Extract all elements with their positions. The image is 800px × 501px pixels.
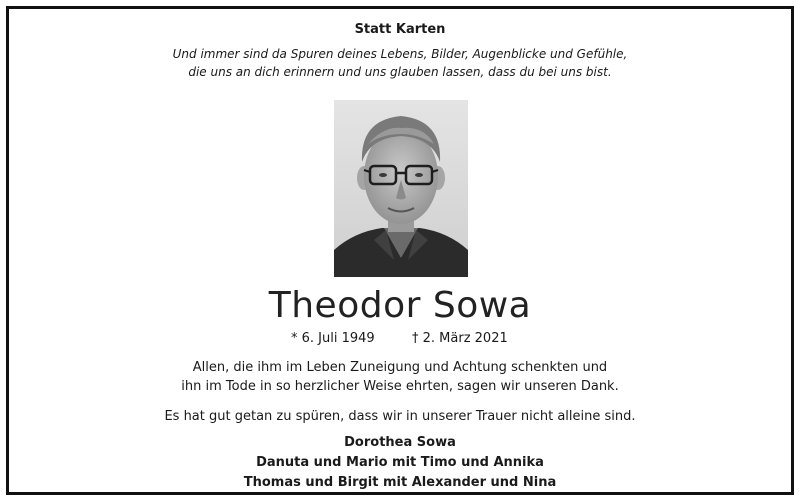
signature-line-2: Danuta und Mario mit Timo und Annika [256,455,544,470]
obituary-card [6,6,794,495]
death-date: † 2. März 2021 [412,331,508,346]
birth-date: * 6. Juli 1949 [291,331,375,346]
header-text: Statt Karten [354,22,446,37]
thanks-line-1: Allen, die ihm im Leben Zuneigung und Achtung schenkten und [192,360,608,375]
portrait-image [334,100,468,277]
signature-line-3: Thomas und Birgit mit Alexander und Nina [243,475,557,490]
portrait-photo [334,100,468,277]
deceased-name: Theodor Sowa [268,285,532,326]
thanks-line-2: ihn im Tode in so herzlicher Weise ehrten, sagen wir unseren Dank. [181,379,619,394]
quote-line-1: Und immer sind da Spuren deines Lebens, Bilder, Augenblicke und Gefühle, [172,47,628,61]
thanks-line-3: Es hat gut getan zu spüren, dass wir in unserer Trauer nicht alleine sind. [164,409,636,424]
signature-line-1: Dorothea Sowa [344,435,456,450]
quote-line-2: die uns an dich erinnern und uns glauben lassen, dass du bei uns bist. [188,65,612,79]
